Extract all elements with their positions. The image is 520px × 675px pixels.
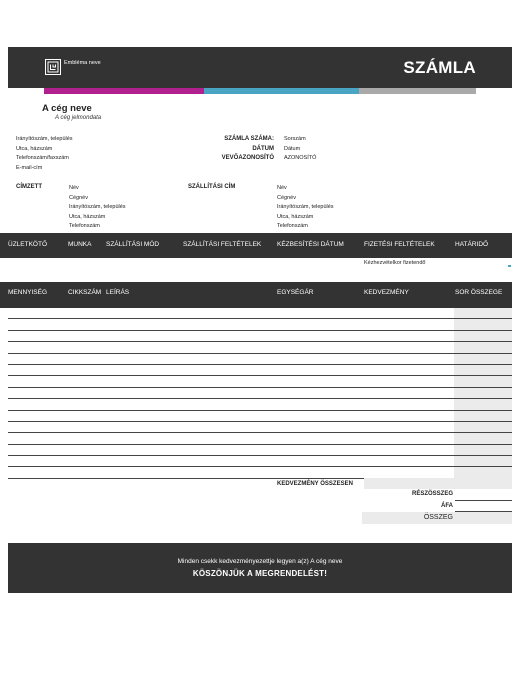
subtotal-label: RÉSZÖSSZEG <box>411 491 453 497</box>
shipping-label: SZÁLLÍTÁSI CÍM <box>188 184 236 190</box>
table-row[interactable] <box>8 399 512 410</box>
total-label: ÖSSZEG <box>423 514 453 521</box>
invoice-meta-values <box>284 135 316 164</box>
line-total-cell <box>454 456 512 466</box>
date-label: DÁTUM <box>252 145 274 152</box>
discount-total-value-cell[interactable] <box>455 478 512 489</box>
table-row[interactable] <box>8 445 512 456</box>
accent-bar-magenta <box>44 88 204 94</box>
table-row[interactable] <box>8 456 512 467</box>
items-table-body <box>8 308 512 479</box>
header-line-total: SOR ÖSSZEGE <box>455 289 503 296</box>
line-total-cell <box>454 388 512 398</box>
discount-total-cell[interactable] <box>364 478 455 489</box>
table-row[interactable] <box>8 411 512 422</box>
line-total-cell <box>454 399 512 409</box>
table-row[interactable] <box>8 376 512 387</box>
invoice-footer <box>8 543 512 593</box>
line-total-cell <box>454 411 512 421</box>
table-row[interactable] <box>8 342 512 353</box>
logo-icon <box>45 59 61 75</box>
header-payment-terms: FIZETÉSI FELTÉTELEK <box>364 241 435 248</box>
vat-label: ÁFA <box>441 503 453 509</box>
table-row[interactable] <box>8 308 512 319</box>
discount-total-label: KEDVEZMÉNY ÖSSZESEN <box>277 481 353 487</box>
recipient-line[interactable]: Irányítószám, település <box>69 204 126 210</box>
line-total-cell <box>454 308 512 318</box>
address-line: E-mail-cím <box>16 164 43 171</box>
line-total-cell <box>454 365 512 375</box>
table-row[interactable] <box>8 354 512 365</box>
customer-id-value[interactable]: AZONOSÍTÓ <box>284 155 317 161</box>
accent-bar-blue <box>204 88 359 94</box>
accent-bar-gray <box>359 88 476 94</box>
address-line: Irányítószám, település <box>16 136 73 142</box>
line-total-cell <box>454 342 512 352</box>
table-row[interactable] <box>8 319 512 330</box>
header-shipping-method: SZÁLLÍTÁSI MÓD <box>106 241 160 248</box>
table-row[interactable] <box>8 365 512 376</box>
line-total-cell <box>454 422 512 432</box>
company-address <box>16 135 73 173</box>
shipping-block <box>277 184 334 232</box>
table-row[interactable] <box>8 331 512 342</box>
line-total-cell <box>454 319 512 329</box>
header-description: LEÍRÁS <box>106 289 130 296</box>
logo-name: Embléma neve <box>64 60 101 66</box>
invoice-title: SZÁMLA <box>403 58 476 77</box>
recipient-line[interactable]: Utca, házszám <box>69 213 106 220</box>
header-job: MUNKA <box>68 241 92 248</box>
table-row[interactable] <box>8 388 512 399</box>
table-row[interactable] <box>8 422 512 433</box>
recipient-line[interactable]: Telefonszám <box>69 223 100 229</box>
recipient-block <box>69 184 126 232</box>
header-shipping-terms: SZÁLLÍTÁSI FELTÉTELEK <box>183 241 262 248</box>
header-unit-price: EGYSÉGÁR <box>277 289 314 296</box>
invoice-number-value[interactable]: Sorszám <box>284 136 306 142</box>
address-line: Telefonszám/faxszám <box>16 155 69 161</box>
shipping-line[interactable]: Telefonszám <box>277 223 308 229</box>
invoice-meta-labels <box>190 135 274 164</box>
footer-thanks: KÖSZÖNJÜK A MEGRENDELÉST! <box>192 569 328 578</box>
footer-payee-note: Minden csekk kedvezményezettje legyen a(z) A cég neve <box>177 558 343 565</box>
address-line: Utca, házszám <box>16 145 53 152</box>
header-salesperson: ÜZLETKÖTŐ <box>8 241 48 248</box>
shipping-line[interactable]: Név <box>277 185 287 191</box>
recipient-line[interactable]: Cégnév <box>69 194 88 201</box>
line-total-cell <box>454 445 512 455</box>
line-total-cell <box>454 354 512 364</box>
subtotal-underline <box>455 500 512 501</box>
invoice-number-label: SZÁMLA SZÁMA: <box>224 136 274 142</box>
header-discount: KEDVEZMÉNY <box>364 289 409 296</box>
shipping-line[interactable]: Cégnév <box>277 194 296 201</box>
header-delivery-date: KÉZBESÍTÉSI DÁTUM <box>277 241 344 248</box>
payment-terms-value[interactable]: Kézhezvételkor fizetendő <box>364 260 426 266</box>
header-quantity: MENNYISÉG <box>8 289 48 296</box>
line-total-cell <box>454 331 512 341</box>
line-total-cell <box>454 467 512 477</box>
customer-id-label: VEVŐAZONOSÍTÓ <box>221 155 274 161</box>
company-slogan: A cég jelmondata <box>55 115 102 121</box>
header-due-date: HATÁRIDŐ <box>455 241 489 248</box>
cell-marker <box>508 265 511 267</box>
total-value-cell[interactable] <box>455 512 512 524</box>
header-item-number: CIKKSZÁM <box>68 289 102 296</box>
recipient-label: CÍMZETT <box>16 184 42 190</box>
date-value[interactable]: Dátum <box>284 145 301 152</box>
shipping-line[interactable]: Utca, házszám <box>277 213 314 220</box>
company-name: A cég neve <box>42 103 92 114</box>
table-row[interactable] <box>8 433 512 444</box>
recipient-line[interactable]: Név <box>69 185 79 191</box>
shipping-line[interactable]: Irányítószám, település <box>277 204 334 210</box>
line-total-cell <box>454 433 512 443</box>
line-total-cell <box>454 376 512 386</box>
